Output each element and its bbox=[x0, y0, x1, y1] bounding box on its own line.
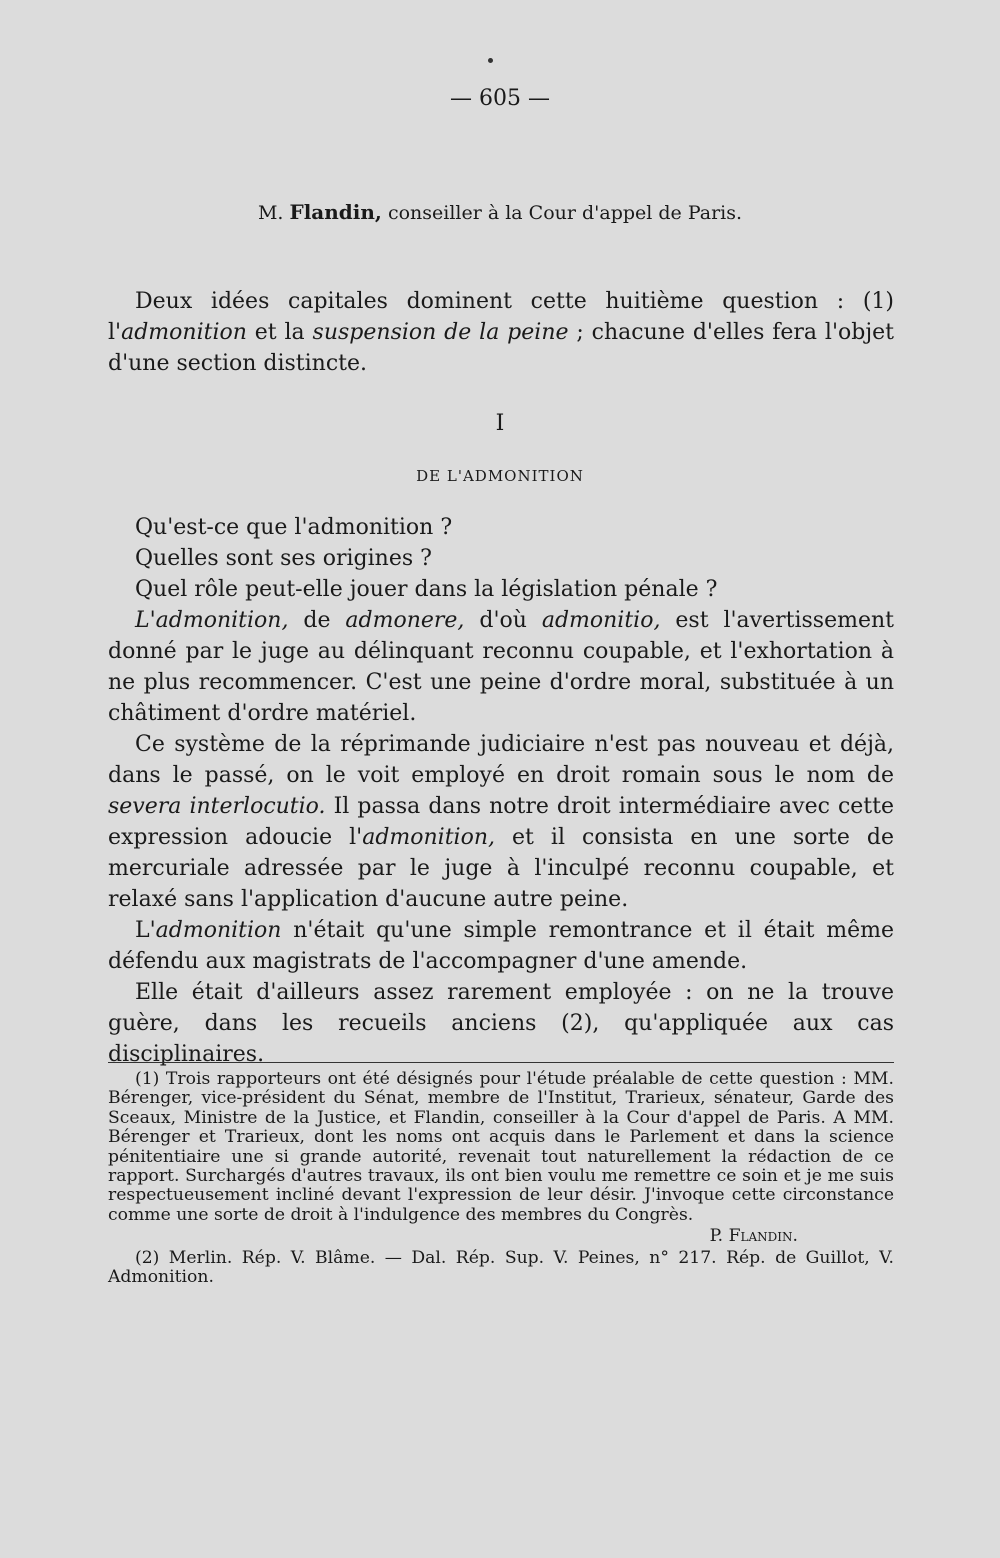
paragraph-remontrance bbox=[108, 915, 894, 977]
p1-text-a: de bbox=[288, 608, 346, 633]
p1-em-b: admonere, bbox=[345, 608, 465, 633]
intro-text-b: l' bbox=[108, 320, 122, 345]
ink-speck bbox=[488, 58, 493, 63]
paragraph-history bbox=[108, 729, 894, 915]
section-number: I bbox=[495, 411, 505, 436]
footnote-1: (1) Trois rapporteurs ont été désignés pour l'étude préalable de cette question : MM. Bérenger, vice-président du Sénat, membre de l'Institut, Trarieux, sénateur, Garde des Sceaux, Ministre de la Justice, et Flandin, conseiller à la Cour d'appel de Paris. A MM. Bérenger et Trarieux, dont les noms ont acquis dans le Parlement et dans la science pénitentiaire une si grande autorité, revenait tout naturellement la rédaction de ce rapport. Surchargés d'autres travaux, ils ont bien voulu me remettre ce soin et je me suis respectueusement incliné devant l'expression de leur désir. J'invoque cette circonstance comme une sorte de droit à l'indulgence des membres du Congrès. bbox=[108, 1069, 894, 1225]
footnote-signature bbox=[108, 1227, 798, 1246]
p1-em-a: L'admonition, bbox=[135, 608, 289, 633]
p2-em-a: severa interlocutio. bbox=[108, 794, 326, 819]
signature-initial: P. bbox=[709, 1226, 724, 1247]
section-title: DE L'ADMONITION bbox=[416, 467, 584, 485]
footnotes bbox=[108, 1070, 894, 1287]
question-2: Quelles sont ses origines ? bbox=[135, 546, 432, 571]
intro-block bbox=[108, 286, 894, 379]
author-line bbox=[0, 200, 1000, 224]
intro-text-a: Deux idées capitales dominent cette huitième question : bbox=[135, 289, 863, 314]
footnote-2: (2) Merlin. Rép. V. Blâme. — Dal. Rép. Sup. V. Peines, n° 217. Rép. de Guillot, V. Admonition. bbox=[108, 1247, 894, 1288]
p2-text-a: Ce système de la réprimande judiciaire n'est pas nouveau et déjà, dans le passé, on le voit employé en droit romain sous le nom de bbox=[108, 732, 894, 788]
p2-em-b: admonition, bbox=[362, 825, 495, 850]
intro-text-d: ; chacune d'elles fera l'objet d'une section distincte. bbox=[108, 320, 894, 376]
signature-name: Flandin. bbox=[728, 1226, 798, 1247]
author-name: Flandin, bbox=[289, 200, 382, 224]
p3-em-a: admonition bbox=[155, 918, 282, 943]
intro-paragraph bbox=[108, 286, 894, 379]
intro-em-suspension: suspension de la peine bbox=[312, 320, 569, 345]
main-text bbox=[108, 512, 894, 1070]
p2-text-c: et il consista en une sorte de mercuriale adressée par le juge à l'inculpé reconnu coupable, et relaxé sans l'application d'aucune autre peine. bbox=[108, 825, 894, 912]
intro-text-c: et la bbox=[246, 320, 313, 345]
page-number: — 605 — bbox=[450, 86, 550, 111]
p3-text-a: L' bbox=[135, 918, 156, 943]
p3-text-b: n'était qu'une simple remontrance et il était même défendu aux magistrats de l'accompagner d'une amende. bbox=[108, 918, 894, 974]
question-3: Quel rôle peut-elle jouer dans la législation pénale ? bbox=[135, 577, 718, 602]
p2-text-b: Il passa dans notre droit intermédiaire avec cette expression adoucie l' bbox=[108, 794, 895, 850]
footnote-ref-1[interactable]: (1) bbox=[862, 289, 894, 314]
question-1: Qu'est-ce que l'admonition ? bbox=[135, 515, 453, 540]
footnote-rule bbox=[108, 1062, 894, 1063]
p1-em-c: admonitio, bbox=[541, 608, 661, 633]
p1-text-c: est l'avertissement donné par le juge au délinquant reconnu coupable, et l'exhortation à ne plus recommencer. C'est une peine d'ordre moral, substituée à un châtiment d'ordre matériel. bbox=[108, 608, 894, 726]
intro-em-admonition: admonition bbox=[121, 320, 247, 345]
p1-text-b: d'où bbox=[464, 608, 542, 633]
paragraph-usage: Elle était d'ailleurs assez rarement employée : on ne la trouve guère, dans les recueils anciens (2), qu'appliquée aux cas disciplinaires. bbox=[108, 980, 894, 1067]
author-prefix: M. bbox=[257, 202, 284, 224]
paragraph-definition bbox=[108, 605, 894, 729]
author-role: conseiller à la Cour d'appel de Paris. bbox=[387, 202, 743, 224]
